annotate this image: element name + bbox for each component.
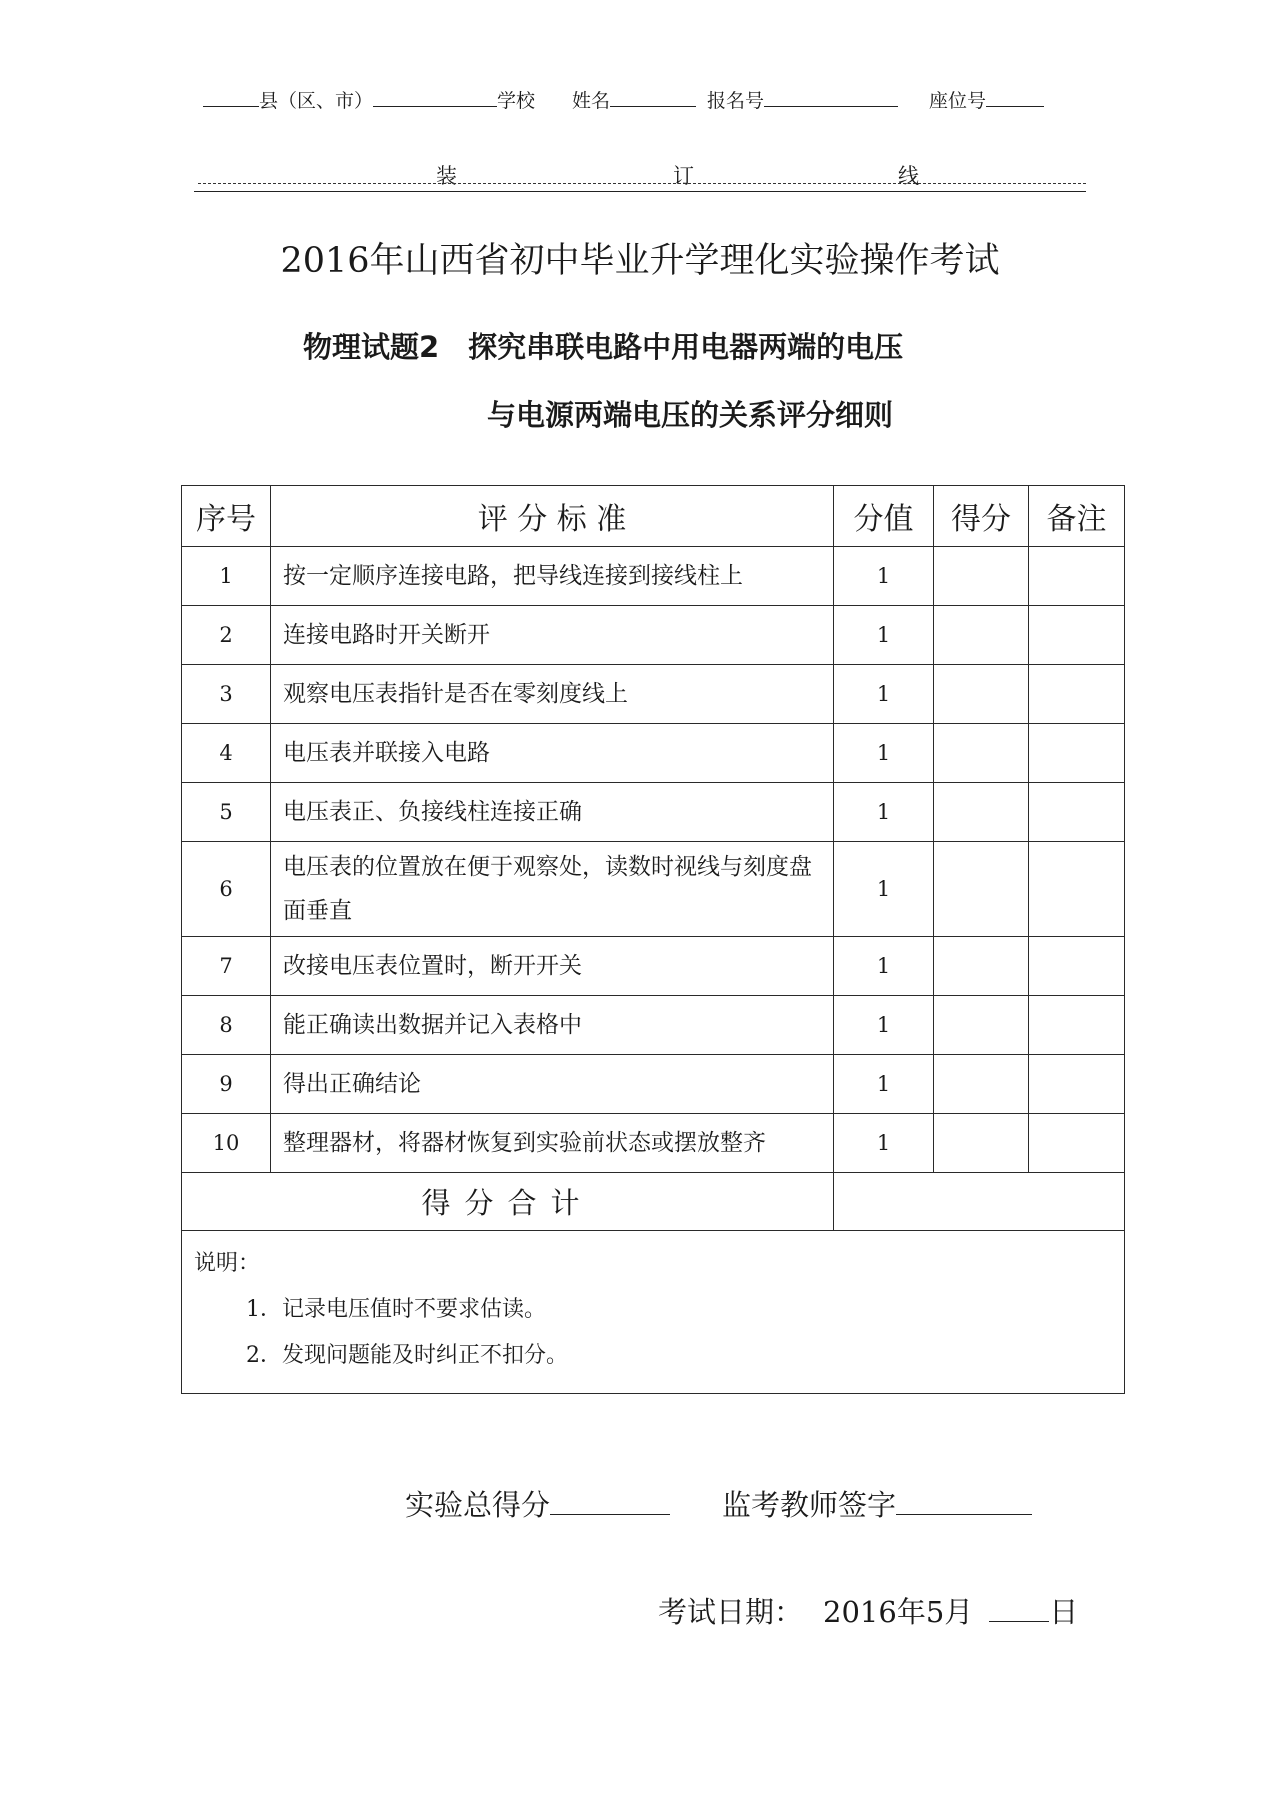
row-score-cell[interactable]: [934, 1055, 1029, 1114]
row-points: 1: [834, 842, 934, 937]
county-blank[interactable]: [203, 88, 259, 107]
seat-label: 座位号: [929, 90, 987, 112]
binding-char-2: 订: [673, 164, 694, 188]
table-row: [182, 1055, 1125, 1114]
row-points: 1: [834, 547, 934, 606]
total-row: [182, 1173, 1125, 1231]
table-row: [182, 665, 1125, 724]
table-header-row: [182, 486, 1125, 547]
row-no: 5: [182, 783, 271, 842]
row-no: 3: [182, 665, 271, 724]
row-score-cell[interactable]: [934, 783, 1029, 842]
row-score-cell[interactable]: [934, 665, 1029, 724]
table-row: [182, 724, 1125, 783]
row-remarks-cell[interactable]: [1029, 783, 1125, 842]
row-remarks-cell[interactable]: [1029, 842, 1125, 937]
table-row: [182, 842, 1125, 937]
school-blank[interactable]: [373, 88, 497, 107]
registration-blank[interactable]: [764, 88, 898, 107]
row-points: 1: [834, 783, 934, 842]
teacher-signature-blank[interactable]: [896, 1488, 1032, 1515]
binding-dashed-line: [198, 183, 1086, 184]
county-label: 县（区、市）: [259, 90, 374, 112]
header-no: 序号: [182, 486, 271, 547]
exam-date: [658, 1590, 1078, 1631]
row-points: 1: [834, 1114, 934, 1173]
name-label: 姓名: [572, 90, 611, 112]
row-remarks-cell[interactable]: [1029, 665, 1125, 724]
total-score-field: [405, 1483, 670, 1524]
teacher-signature-field: [722, 1483, 1032, 1524]
subtitle-line-2: 与电源两端电压的关系评分细则: [487, 398, 894, 432]
row-remarks-cell[interactable]: [1029, 1055, 1125, 1114]
binding-char-3: 线: [898, 164, 919, 188]
row-no: 1: [182, 547, 271, 606]
row-no: 7: [182, 937, 271, 996]
row-points: 1: [834, 665, 934, 724]
notes-row: [182, 1231, 1125, 1394]
row-remarks-cell[interactable]: [1029, 606, 1125, 665]
row-no: 6: [182, 842, 271, 937]
row-score-cell[interactable]: [934, 547, 1029, 606]
name-field: [572, 88, 696, 113]
row-score-cell[interactable]: [934, 842, 1029, 937]
table-row: [182, 606, 1125, 665]
row-remarks-cell[interactable]: [1029, 724, 1125, 783]
row-criteria: 连接电路时开关断开: [271, 606, 834, 665]
header-score: 得分: [934, 486, 1029, 547]
row-points: 1: [834, 606, 934, 665]
row-criteria: 观察电压表指针是否在零刻度线上: [271, 665, 834, 724]
row-no: 2: [182, 606, 271, 665]
teacher-signature-label: 监考教师签字: [722, 1488, 897, 1522]
table-row: [182, 1114, 1125, 1173]
total-label: 得分合计: [182, 1173, 834, 1231]
row-score-cell[interactable]: [934, 606, 1029, 665]
row-points: 1: [834, 937, 934, 996]
row-points: 1: [834, 724, 934, 783]
registration-field: [707, 88, 898, 113]
total-score-label: 实验总得分: [405, 1488, 551, 1522]
seat-blank[interactable]: [986, 88, 1044, 107]
row-score-cell[interactable]: [934, 937, 1029, 996]
row-criteria: 能正确读出数据并记入表格中: [271, 996, 834, 1055]
total-score-blank[interactable]: [550, 1488, 670, 1515]
total-score-cell[interactable]: [834, 1173, 1125, 1231]
binding-solid-line: [194, 191, 1086, 192]
table-row: [182, 937, 1125, 996]
row-score-cell[interactable]: [934, 996, 1029, 1055]
note-item: 2．发现问题能及时纠正不扣分。: [246, 1343, 568, 1368]
seat-field: [929, 88, 1044, 113]
notes-cell: [182, 1231, 1125, 1394]
row-criteria: 得出正确结论: [271, 1055, 834, 1114]
note-item: 1．记录电压值时不要求估读。: [246, 1297, 546, 1322]
notes-heading: 说明：: [194, 1251, 261, 1276]
table-row: [182, 996, 1125, 1055]
school-label: 学校: [497, 90, 536, 112]
candidate-info-line: [203, 88, 535, 113]
row-remarks-cell[interactable]: [1029, 547, 1125, 606]
scoring-table: [181, 485, 1124, 1394]
table-row: [182, 547, 1125, 606]
row-criteria: 改接电压表位置时，断开开关: [271, 937, 834, 996]
row-no: 10: [182, 1114, 271, 1173]
row-remarks-cell[interactable]: [1029, 996, 1125, 1055]
day-label: 日: [1049, 1595, 1079, 1629]
row-criteria: 电压表并联接入电路: [271, 724, 834, 783]
row-points: 1: [834, 1055, 934, 1114]
registration-label: 报名号: [707, 90, 765, 112]
row-remarks-cell[interactable]: [1029, 937, 1125, 996]
header-points: 分值: [834, 486, 934, 547]
date-value: 2016年5月: [823, 1595, 974, 1629]
row-no: 4: [182, 724, 271, 783]
row-criteria: 电压表的位置放在便于观察处，读数时视线与刻度盘面垂直: [271, 842, 834, 937]
day-blank[interactable]: [989, 1595, 1049, 1622]
header-remarks: 备注: [1029, 486, 1125, 547]
row-score-cell[interactable]: [934, 724, 1029, 783]
row-remarks-cell[interactable]: [1029, 1114, 1125, 1173]
header-criteria: 评 分 标 准: [271, 486, 834, 547]
row-criteria: 电压表正、负接线柱连接正确: [271, 783, 834, 842]
subtitle-line-1: 物理试题2 探究串联电路中用电器两端的电压: [303, 330, 904, 364]
row-criteria: 整理器材，将器材恢复到实验前状态或摆放整齐: [271, 1114, 834, 1173]
row-score-cell[interactable]: [934, 1114, 1029, 1173]
date-label: 考试日期：: [658, 1595, 804, 1629]
row-criteria: 按一定顺序连接电路，把导线连接到接线柱上: [271, 547, 834, 606]
row-points: 1: [834, 996, 934, 1055]
name-blank[interactable]: [610, 88, 696, 107]
row-no: 8: [182, 996, 271, 1055]
table-row: [182, 783, 1125, 842]
page-title: 2016年山西省初中毕业升学理化实验操作考试: [280, 241, 1000, 281]
row-no: 9: [182, 1055, 271, 1114]
binding-char-1: 装: [436, 164, 457, 188]
